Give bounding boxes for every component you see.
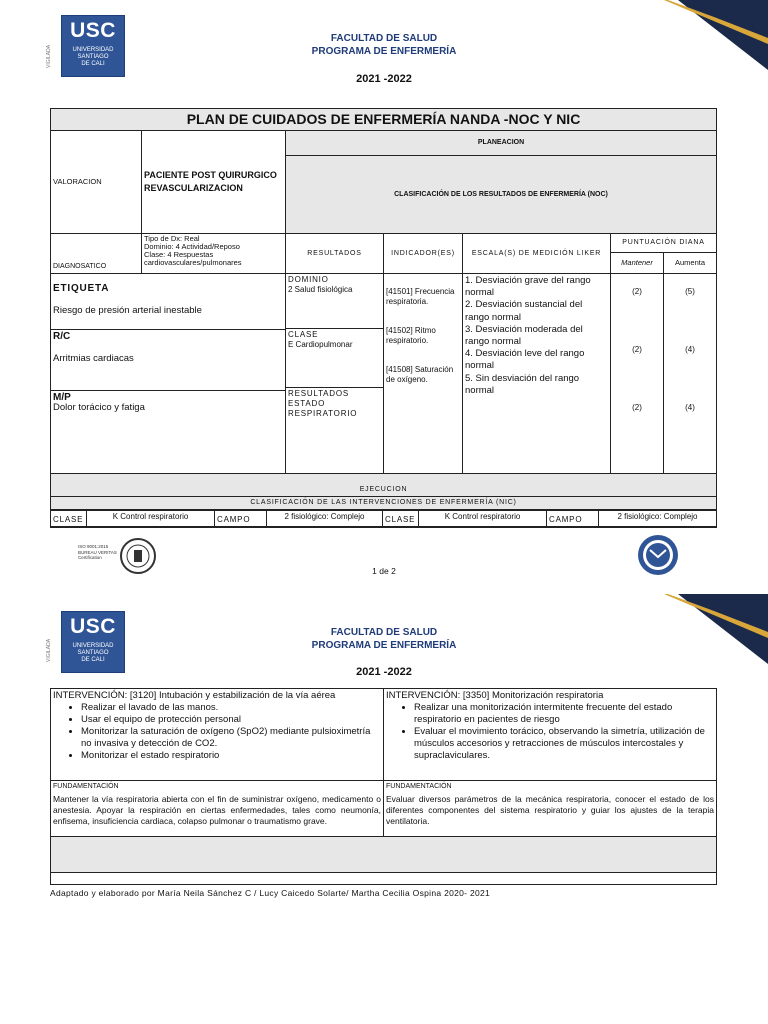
vigilada-text: VIGILADA [46,44,52,68]
fund-label: FUNDAMENTACIÓN [53,783,119,790]
score-mantener: (2) [632,287,642,296]
etiqueta-text: Riesgo de presión arterial inestable [53,305,202,316]
fund-text-2: Evaluar diversos parámetros de la mecánica respiratoria, conocer el estado de los diferentes componentes del sistema respiratorio y guiar los ajustes de la terapia ventilatoria. [386,794,714,826]
indicator-1: [41501] Frecuencia respiratoria. [386,287,455,306]
intervention-2-title: INTERVENCIÓN: [3350] Monitorización respiratoria [386,690,604,701]
scale-item: 1. Desviación grave del rango normal [465,275,591,299]
resultados-block [286,274,384,474]
col-aumentar: Aumenta [675,258,706,267]
score-aumentar: (4) [685,345,695,354]
ejecucion-header: EJECUCION [51,474,717,497]
mp-label: M/P [53,392,71,403]
rc-text: Arritmias cardiacas [53,353,134,364]
resultados-estado: RESULTADOS ESTADO RESPIRATORIO [288,389,358,418]
university-logo: USC UNIVERSIDAD SANTIAGO DE CALI [62,612,124,672]
nic-title: CLASIFICACIÓN DE LAS INTERVENCIONES DE ENFERMERÍA (NIC) [51,497,717,510]
fund-text-1: Mantener la vía respiratoria abierta con el fin de suministrar oxígeno, medicamento o anestesia. Apoyar la respiración en ciertas enfermedades, tales como neumonía, enfisema, insuficiencia cardiaca, colapso pulmonar o traumatismo grave. [53,794,381,826]
indicator-3: [41508] Saturación de oxígeno. [386,365,454,384]
col-escala: ESCALA(S) DE MEDICIÓN LIKER [463,234,611,274]
clase-word: CLASE [51,511,87,527]
intervention-1-title: INTERVENCIÓN: [3120] Intubación y estabilización de la vía aérea [53,690,336,701]
diagnosis-block [51,274,286,474]
nic-clase-2: K Control respiratorio [419,511,547,527]
col-indicador: INDICADOR(ES) [384,234,463,274]
campo-word: CAMPO [215,511,267,527]
patient-label: PACIENTE POST QUIRURGICO REVASCULARIZACION [142,131,286,234]
list-item: • Realizar el lavado de las manos. [81,702,381,714]
dominio-value: 2 Salud fisiológica [288,285,353,294]
dx-type: Tipo de Dx: Real Dominio: 4 Actividad/Reposo Clase: 4 Respuestas cardiovasculares/pulmonares [142,234,286,274]
vigilada-text: VIGILADA [46,638,52,662]
score-aumentar: (4) [685,403,695,412]
aumentar-cell [664,274,717,474]
planeacion-header: PLANEACION [286,131,717,156]
faculty-title: FACULTAD DE SALUD PROGRAMA DE ENFERMERÍA [311,627,457,651]
nic-campo-1: 2 fisiológico: Complejo [267,511,383,527]
certification-text: ISO 9001:2015 BUREAU VERITAS Certification [78,544,117,560]
fundamentacion-2 [384,781,717,837]
intervention-1 [51,689,384,781]
clase-word: CLASE [383,511,419,527]
col-mantener: Mantener [611,253,664,273]
rc-label: R/C [53,331,71,342]
fund-label: FUNDAMENTACIÓN [386,783,452,790]
dominio-label: DOMINIO [288,275,329,284]
year-label: 2021 -2022 [356,666,412,678]
list-item: • Usar el equipo de protección personal [81,714,381,726]
score-aumentar: (5) [685,287,695,296]
score-mantener: (2) [632,403,642,412]
faculty-title: FACULTAD DE SALUD PROGRAMA DE ENFERMERÍA [311,33,457,57]
valoracion-label: VALORACION [51,131,142,234]
campo-word: CAMPO [547,511,599,527]
nic-class-row [50,510,717,528]
intervention-2 [384,689,717,781]
year-label: 2021 -2022 [356,73,412,85]
footer-credits: Adaptado y elaborado por María Neila Sánchez C / Lucy Caicedo Solarte/ Martha Cecilia Ospina 2020- 2021 [50,888,491,898]
university-logo: USC UNIVERSIDAD SANTIAGO DE CALI [62,16,124,76]
mantener-cell [611,274,664,474]
scale-item: 3. Desviación moderada del rango normal [465,323,583,348]
care-plan-table [50,108,717,510]
fundamentacion-1 [51,781,384,837]
scale-item: 5. Sin desviación del rango normal [465,372,580,396]
scale-item: 4. Desviación leve del rango normal [465,348,585,372]
plan-title: PLAN DE CUIDADOS DE ENFERMERÍA NANDA -NOC Y NIC [51,109,717,131]
col-puntuacion: PUNTUACIÓN DIANA Mantener Aumenta [611,234,717,274]
scale-item: 2. Desviación sustancial del rango normal [465,299,583,323]
mp-text: Dolor torácico y fatiga [53,402,145,413]
indicator-2: [41502] Ritmo respiratorio. [386,326,436,345]
nic-campo-2: 2 fisiológico: Complejo [599,511,717,527]
list-item: • Evaluar el movimiento torácico, observando la simetría, utilización de músculos accesorios y retracciones de músculos intercostales y supraclaviculares. [414,726,714,762]
clase-value: E Cardiopulmonar [288,340,353,349]
col-resultados: RESULTADOS [286,234,384,274]
indicators-cell [384,274,463,474]
list-item: • Monitorizar el estado respiratorio [81,750,381,762]
empty-row [51,873,717,885]
etiqueta-label: ETIQUETA [53,283,110,294]
diagnostico-label: DIAGNOSATICO [51,234,142,274]
interventions-table [50,688,717,885]
score-mantener: (2) [632,345,642,354]
scale-cell [463,274,611,474]
empty-grey-row [51,837,717,873]
noc-title: CLASIFICACIÓN DE LOS RESULTADOS DE ENFERMERÍA (NOC) [286,156,717,234]
list-item: • Realizar una monitorización intermitente frecuente del estado respiratorio en pacientes de riesgo [414,702,714,726]
clase-label: CLASE [288,330,319,339]
list-item: • Monitorizar la saturación de oxígeno (SpO2) mediante pulsioximetría no invasiva y detección de CO2. [81,726,381,750]
nic-clase-1: K Control respiratorio [87,511,215,527]
page-number: 1 de 2 [372,566,396,576]
